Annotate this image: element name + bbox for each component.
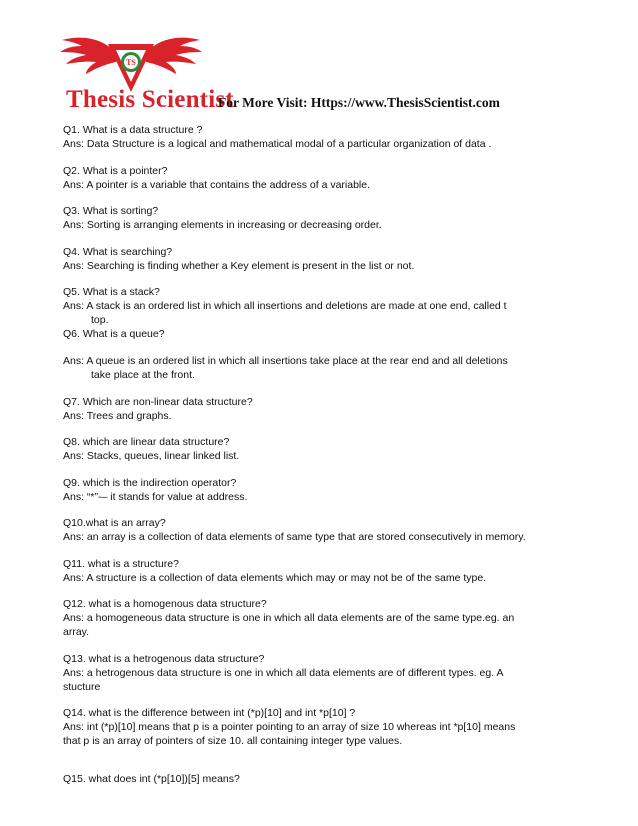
- answer-line: stucture: [63, 680, 101, 693]
- visit-link[interactable]: For More Visit: Https://www.ThesisScientist.com: [218, 95, 500, 110]
- answer-line: top.: [91, 314, 109, 326]
- question: Q2. What is a pointer?: [63, 164, 168, 177]
- answer-line: Ans: int (*p)[10] means that p is a pointer pointing to an array of size 10 whereas int *p[10] means: [63, 721, 516, 733]
- qa-item: [63, 557, 543, 585]
- answer-line: Ans: Trees and graphs.: [63, 409, 172, 422]
- question: Q9. which is the indirection operator?: [63, 476, 237, 489]
- page-header: [56, 26, 616, 112]
- qa-item: [63, 395, 543, 423]
- qa-item: [63, 285, 543, 327]
- qa-item: [63, 476, 543, 504]
- question: Q12. what is a homogenous data structure?: [63, 598, 267, 610]
- answer-line: Ans: Data Structure is a logical and mathematical modal of a particular organization of data .: [63, 138, 492, 150]
- answer-line: Ans: Stacks, queues, linear linked list.: [63, 450, 240, 462]
- qa-item: [63, 652, 543, 694]
- answer-line: Ans: Searching is finding whether a Key element is present in the list or not.: [63, 259, 415, 272]
- answer-line: Ans: a hetrogenous data structure is one in which all data elements are of different types. eg. A: [63, 666, 504, 679]
- question: Q13. what is a hetrogenous data structure?: [63, 652, 265, 665]
- question: Q4. What is searching?: [63, 245, 173, 258]
- spacer: [63, 341, 543, 354]
- qa-item: [63, 164, 543, 192]
- answer-line: Ans: Sorting is arranging elements in increasing or decreasing order.: [63, 219, 382, 231]
- answer-line: that p is an array of pointers of size 10. all containing integer type values.: [63, 735, 403, 747]
- answer-line: Ans: A pointer is a variable that contains the address of a variable.: [63, 178, 371, 191]
- question: Q3. What is sorting?: [63, 205, 159, 217]
- answer-line: Ans: “*”-– it stands for value at address.: [63, 490, 248, 503]
- qa-item: [63, 123, 543, 151]
- question: Q5. What is a stack?: [63, 286, 160, 298]
- answer-line: Ans: A queue is an ordered list in which all insertions take place at the rear end and all deletions: [63, 355, 508, 367]
- answer-line: array.: [63, 626, 90, 638]
- qa-item: [63, 597, 543, 639]
- qa-list: [63, 123, 543, 799]
- logo-icon: [56, 26, 206, 94]
- qa-item: [63, 772, 543, 786]
- question: Q6. What is a queue?: [63, 328, 165, 340]
- qa-item: [63, 435, 543, 463]
- answer-line: Ans: an array is a collection of data elements of same type that are stored consecutively in memory.: [63, 531, 526, 543]
- brand-name: Thesis Scientist: [66, 86, 234, 113]
- qa-item: [63, 706, 543, 748]
- question: Q11. what is a structure?: [63, 557, 179, 570]
- answer-line: take place at the front.: [91, 369, 195, 381]
- question: Q14. what is the difference between int (*p)[10] and int *p[10] ?: [63, 707, 356, 719]
- question: Q1. What is a data structure ?: [63, 124, 203, 136]
- answer-line: Ans: A stack is an ordered list in which all insertions and deletions are made at one end, called t: [63, 300, 507, 312]
- question: Q8. which are linear data structure?: [63, 436, 230, 448]
- question: Q7. Which are non-linear data structure?: [63, 395, 253, 408]
- qa-item: [63, 516, 543, 544]
- question: Q10.what is an array?: [63, 517, 166, 529]
- logo-mark-text: TS: [126, 58, 136, 67]
- answer-line: Ans: a homogeneous data structure is one in which all data elements are of the same type.eg. an: [63, 612, 515, 624]
- qa-item: [63, 327, 543, 382]
- qa-item: [63, 204, 543, 232]
- question: Q15. what does int (*p[10])[5] means?: [63, 773, 240, 785]
- answer-line: Ans: A structure is a collection of data elements which may or may not be of the same type.: [63, 571, 487, 584]
- qa-item: [63, 245, 543, 273]
